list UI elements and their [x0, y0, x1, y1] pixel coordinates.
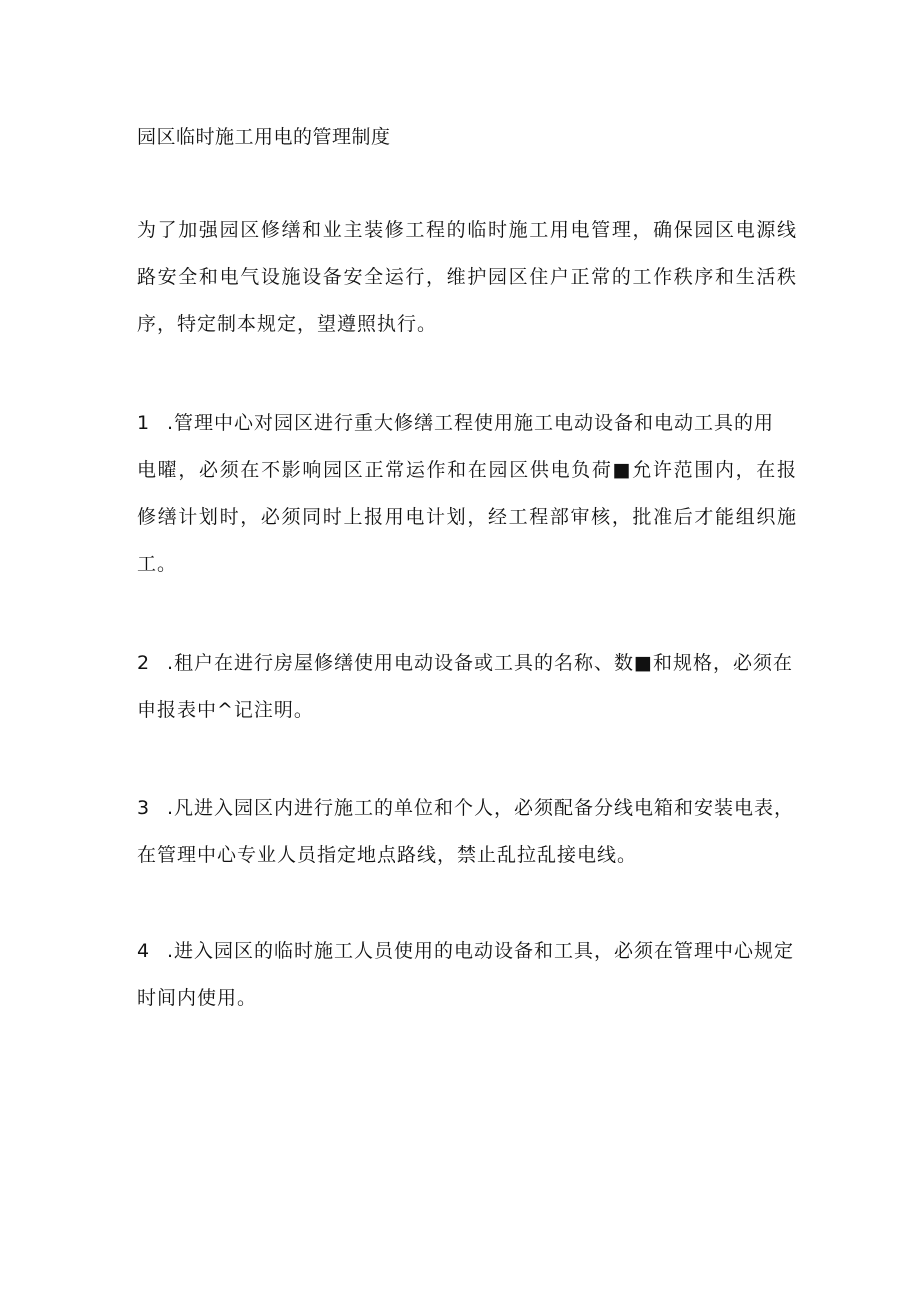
rule-number: 2 [137, 652, 151, 674]
rule-line: .管理中心对园区进行重大修缮工程使用施工电动设备和电动工具的用 [167, 412, 775, 434]
rule-line: .进入园区的临时施工人员使用的电动设备和工具，必须在管理中心规定 [167, 940, 795, 962]
rule-item-3 [137, 795, 797, 889]
document-title: 园区临时施工用电的管理制度 [137, 126, 391, 148]
intro-paragraph [137, 217, 797, 358]
rule-line: 时间内使用。 [137, 987, 258, 1009]
rule-line: 修缮计划时，必须同时上报用电计划，经工程部审核，批准后才能组织施 [137, 506, 797, 528]
rule-line: .租户在进行房屋修缮使用电动设备或工具的名称、数■和规格，必须在 [167, 652, 793, 674]
intro-line: 序，特定制本规定，望遵照执行。 [137, 313, 438, 335]
rule-number: 3 [137, 797, 151, 819]
rule-line: 电曜，必须在不影响园区正常运作和在园区供电负荷■允许范围内，在报 [137, 459, 797, 481]
intro-line: 路安全和电气设施设备安全运行，维护园区住户正常的工作秩序和生活秩 [137, 266, 797, 288]
rule-number: 1 [137, 412, 151, 434]
intro-line: 为了加强园区修缮和业主装修工程的临时施工用电管理，确保园区电源线 [137, 219, 797, 241]
rule-line: 在管理中心专业人员指定地点路线，禁止乱拉乱接电线。 [137, 844, 638, 866]
rule-number: 4 [137, 940, 151, 962]
rule-line: 工。 [137, 553, 178, 575]
rule-item-2 [137, 650, 797, 744]
rule-item-1 [137, 410, 797, 598]
rule-item-4 [137, 938, 797, 1032]
rule-line: .凡进入园区内进行施工的单位和个人，必须配备分线电箱和安装电表， [167, 797, 795, 819]
rule-line: 申报表中^记注明。 [137, 699, 314, 721]
